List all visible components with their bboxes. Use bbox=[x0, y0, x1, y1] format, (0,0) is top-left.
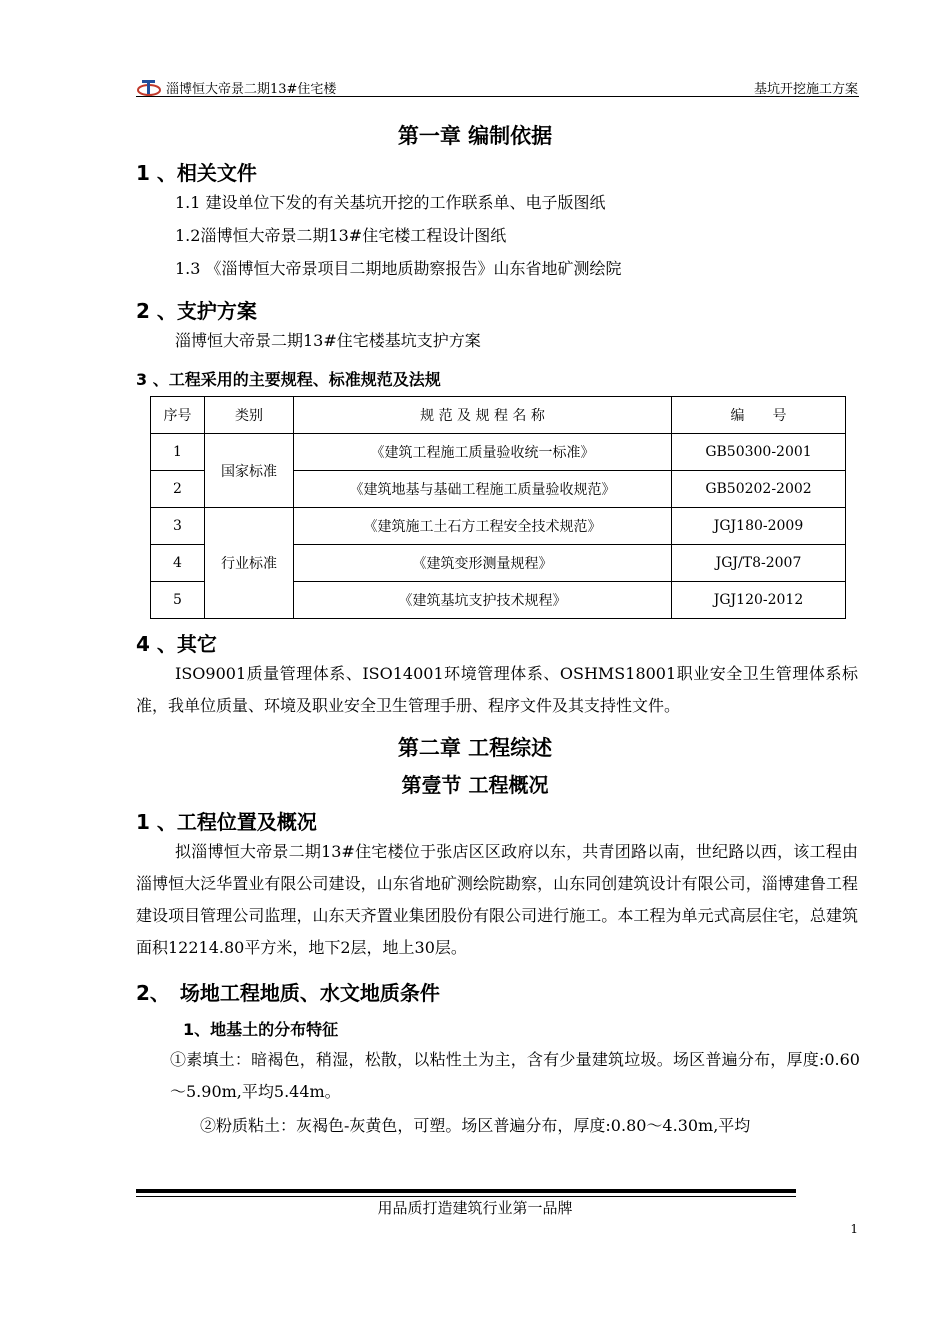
section-3-title: 3 、工程采用的主要规程、标准规范及法规 bbox=[136, 370, 441, 389]
row-no: 3 bbox=[151, 508, 205, 545]
chapter-1-title: 第一章 编制依据 bbox=[397, 124, 553, 148]
category-cell: 行业标准 bbox=[205, 508, 294, 619]
table-header-cell: 序号 bbox=[151, 397, 205, 434]
header-divider bbox=[136, 96, 859, 97]
header-doc-title: 基坑开挖施工方案 bbox=[753, 82, 858, 97]
chapter-2-title: 第二章 工程综述 bbox=[397, 736, 553, 760]
location-title: 1 、工程位置及概况 bbox=[136, 810, 317, 834]
company-logo-icon bbox=[136, 79, 162, 97]
section-4-title: 4 、其它 bbox=[136, 632, 217, 656]
row-no: 2 bbox=[151, 471, 205, 508]
row-name: 《建筑地基与基础工程施工质量验收规范》 bbox=[294, 471, 672, 508]
row-name: 《建筑工程施工质量验收统一标准》 bbox=[294, 434, 672, 471]
other-standards-text: ISO9001质量管理体系、ISO14001环境管理体系、OSHMS18001职业安全卫生管理体系标准，我单位质量、环境及职业安全卫生管理手册、程序文件及其支持性文件。 bbox=[136, 664, 858, 715]
geology-title: 2、 场地工程地质、水文地质条件 bbox=[136, 981, 440, 1005]
section-1-title: 1 、相关文件 bbox=[136, 161, 257, 185]
soil-distribution-title: 1、地基土的分布特征 bbox=[183, 1020, 339, 1039]
soil-layer-2: ②粉质粘土：灰褐色-灰黄色，可塑。场区普遍分布，厚度:0.80～4.30m,平均 bbox=[200, 1116, 751, 1135]
table-header-cell: 类别 bbox=[205, 397, 294, 434]
row-code: GB50202-2002 bbox=[672, 471, 846, 508]
category-cell: 国家标准 bbox=[205, 434, 294, 508]
doc-item-2: 1.2淄博恒大帝景二期13#住宅楼工程设计图纸 bbox=[175, 226, 507, 245]
row-name: 《建筑变形测量规程》 bbox=[294, 545, 672, 582]
row-code: JGJ180-2009 bbox=[672, 508, 846, 545]
section-heading-overview: 第壹节 工程概况 bbox=[401, 773, 549, 797]
page-number: 1 bbox=[850, 1222, 858, 1236]
table-row bbox=[151, 508, 846, 545]
row-code: JGJ120-2012 bbox=[672, 582, 846, 619]
soil-layer-1: ①素填土：暗褐色，稍湿，松散，以粘性土为主，含有少量建筑垃圾。场区普遍分布，厚度:0.60～5.90m,平均5.44m。 bbox=[170, 1050, 860, 1101]
standards-table bbox=[150, 396, 846, 619]
footer-divider-thick bbox=[136, 1189, 796, 1193]
row-no: 1 bbox=[151, 434, 205, 471]
location-text: 拟淄博恒大帝景二期13#住宅楼位于张店区区政府以东，共青团路以南，世纪路以西，该工程由淄博恒大泛华置业有限公司建设，山东省地矿测绘院勘察，山东同创建筑设计有限公司，淄博建鲁工程建设项目管理公司监理，山东天齐置业集团股份有限公司进行施工。本工程为单元式高层住宅，总建筑面积12214.80平方米，地下2层，地上30层。 bbox=[136, 842, 858, 957]
row-name: 《建筑基坑支护技术规程》 bbox=[294, 582, 672, 619]
table-header-row bbox=[151, 397, 846, 434]
header-project-title: 淄博恒大帝景二期13#住宅楼 bbox=[166, 82, 337, 97]
section-2-title: 2 、支护方案 bbox=[136, 299, 257, 323]
doc-item-3: 1.3 《淄博恒大帝景项目二期地质勘察报告》山东省地矿测绘院 bbox=[175, 259, 622, 278]
doc-item-1: 1.1 建设单位下发的有关基坑开挖的工作联系单、电子版图纸 bbox=[175, 193, 606, 212]
header-left bbox=[136, 78, 336, 97]
row-name: 《建筑施工土石方工程安全技术规范》 bbox=[294, 508, 672, 545]
row-no: 4 bbox=[151, 545, 205, 582]
row-code: JGJ/T8-2007 bbox=[672, 545, 846, 582]
footer-slogan: 用品质打造建筑行业第一品牌 bbox=[377, 1199, 573, 1217]
table-header-cell: 编 号 bbox=[672, 397, 846, 434]
support-plan-text: 淄博恒大帝景二期13#住宅楼基坑支护方案 bbox=[175, 331, 481, 350]
table-row bbox=[151, 434, 846, 471]
table-header-cell: 规 范 及 规 程 名 称 bbox=[294, 397, 672, 434]
row-no: 5 bbox=[151, 582, 205, 619]
row-code: GB50300-2001 bbox=[672, 434, 846, 471]
